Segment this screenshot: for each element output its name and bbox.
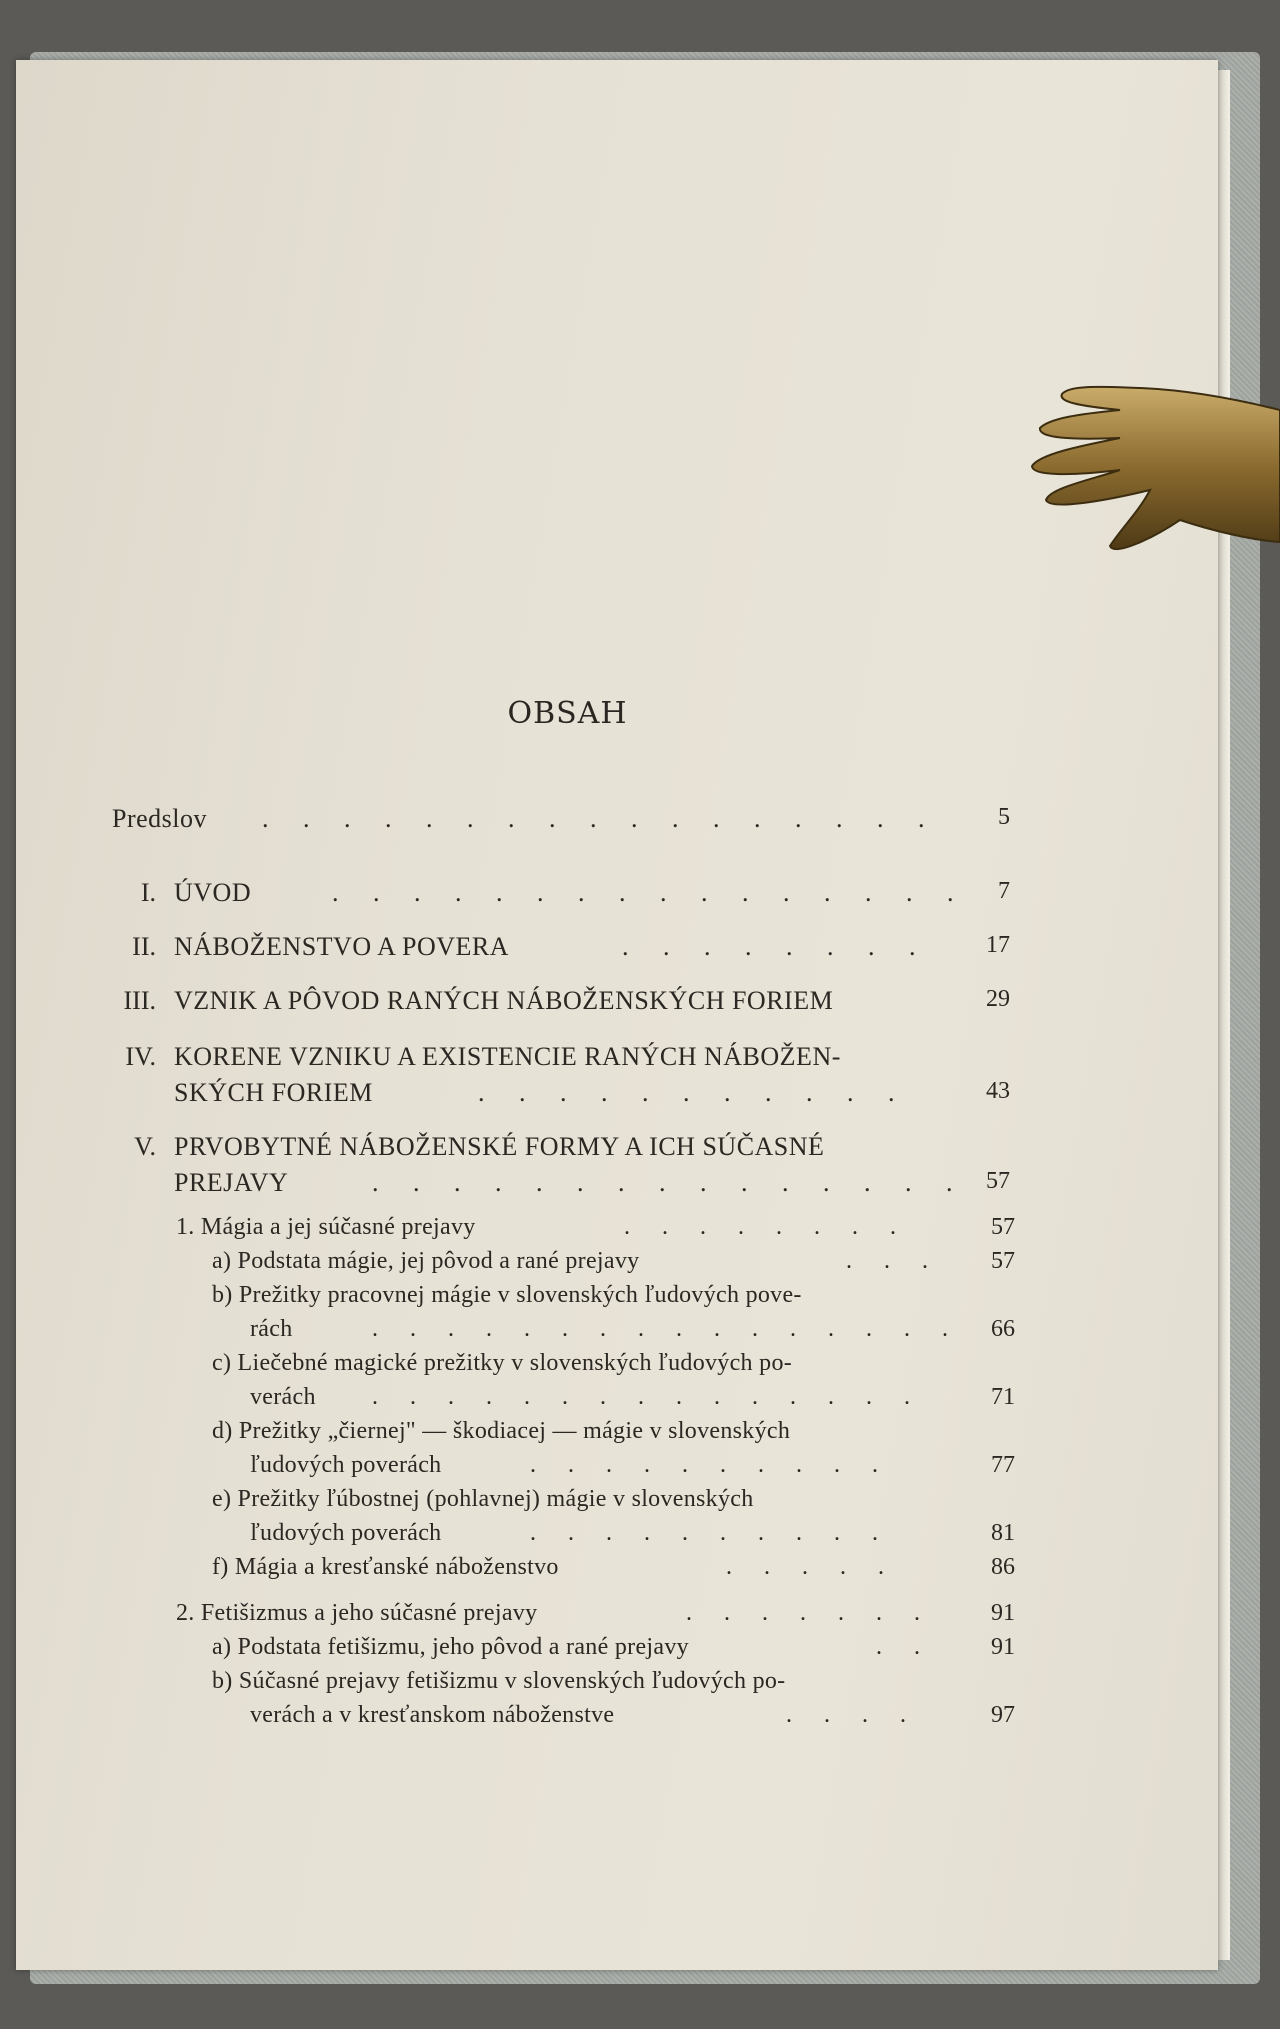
page-number: 7: [998, 878, 1010, 904]
entry-text: ľudových poverách: [250, 1452, 442, 1478]
leader-dots: . . . . . . . . . . .: [478, 1078, 909, 1107]
page-number: 81: [991, 1520, 1015, 1546]
leader-dots: . . . . . . . . . .: [530, 1520, 891, 1546]
leader-dots: . . . . . . . . . . . . . . . .: [332, 878, 968, 907]
page-number: 43: [986, 1078, 1010, 1104]
page-number: 17: [986, 932, 1010, 958]
entry-text: 1. Mágia a jej súčasné prejavy: [176, 1214, 476, 1240]
page-number: 91: [991, 1634, 1015, 1660]
entry-text: PRVOBYTNÉ NÁBOŽENSKÉ FORMY A ICH SÚČASNÉ: [174, 1132, 825, 1161]
entry-text: b) Súčasné prejavy fetišizmu v slovenských ľudových po-: [212, 1668, 786, 1694]
entry-text: SKÝCH FORIEM: [174, 1078, 373, 1107]
leader-dots: . . . . . . . . . .: [530, 1452, 891, 1478]
chapter-number: III.: [123, 986, 156, 1015]
entry-text: b) Prežitky pracovnej mágie v slovenských ľudových pove-: [212, 1282, 802, 1308]
leader-dots: . . . . . . . . . . . . . . .: [372, 1168, 967, 1197]
entry-text: verách: [250, 1384, 316, 1410]
entry-text: Predslov: [112, 804, 207, 833]
chapter-number: II.: [132, 932, 156, 961]
leader-dots: . . . . . . . . . . . . . . . .: [372, 1316, 961, 1342]
leader-dots: . . . . . . . . . . . . . . . . .: [262, 804, 939, 833]
entry-text: c) Liečebné magické prežitky v slovenských ľudových po-: [212, 1350, 793, 1376]
entry-text: ÚVOD: [174, 878, 252, 907]
page-number: 57: [986, 1168, 1010, 1194]
entry-text: ľudových poverách: [250, 1520, 442, 1546]
page-number: 97: [991, 1702, 1015, 1728]
page-number: 66: [991, 1316, 1015, 1342]
page-number: 71: [991, 1384, 1015, 1410]
leader-dots: . . . . . . . .: [622, 932, 930, 961]
entry-text: VZNIK A PÔVOD RANÝCH NÁBOŽENSKÝCH FORIEM: [174, 986, 834, 1015]
chapter-number: V.: [134, 1132, 156, 1161]
page-number: 5: [998, 804, 1010, 830]
page-number: 91: [991, 1600, 1015, 1626]
entry-text: verách a v kresťanskom náboženstve: [250, 1702, 615, 1728]
leader-dots: . . . . . . . .: [624, 1214, 909, 1240]
leader-dots: . .: [876, 1634, 933, 1660]
chapter-number: I.: [140, 878, 156, 907]
leader-dots: . . . . . . .: [686, 1600, 933, 1626]
page-title: OBSAH: [507, 696, 628, 731]
entry-text: NÁBOŽENSTVO A POVERA: [174, 932, 510, 961]
chapter-number: IV.: [125, 1042, 156, 1071]
entry-text: e) Prežitky ľúbostnej (pohlavnej) mágie v slovenských: [212, 1486, 754, 1512]
page-number: 57: [991, 1214, 1015, 1240]
leader-dots: . . . . .: [726, 1554, 897, 1580]
leader-dots: . . .: [846, 1248, 941, 1274]
entry-text: d) Prežitky „čiernej" — škodiacej — mágie v slovenských: [212, 1418, 791, 1444]
page-number: 57: [991, 1248, 1015, 1274]
entry-text: PREJAVY: [174, 1168, 289, 1197]
page-number: 29: [986, 986, 1010, 1012]
brass-hand-bookmark: [1010, 370, 1280, 570]
entry-text: KORENE VZNIKU A EXISTENCIE RANÝCH NÁBOŽEN-: [174, 1042, 841, 1071]
leader-dots: . . . . . . . . . . . . . . .: [372, 1384, 923, 1410]
page-number: 86: [991, 1554, 1015, 1580]
leader-dots: . . . .: [786, 1702, 919, 1728]
page-number: 77: [991, 1452, 1015, 1478]
entry-text: f) Mágia a kresťanské náboženstvo: [212, 1554, 559, 1580]
entry-text: rách: [250, 1316, 293, 1342]
entry-text: a) Podstata mágie, jej pôvod a rané prejavy: [212, 1248, 640, 1274]
entry-text: a) Podstata fetišizmu, jeho pôvod a rané prejavy: [212, 1634, 689, 1660]
entry-text: 2. Fetišizmus a jeho súčasné prejavy: [176, 1600, 538, 1626]
